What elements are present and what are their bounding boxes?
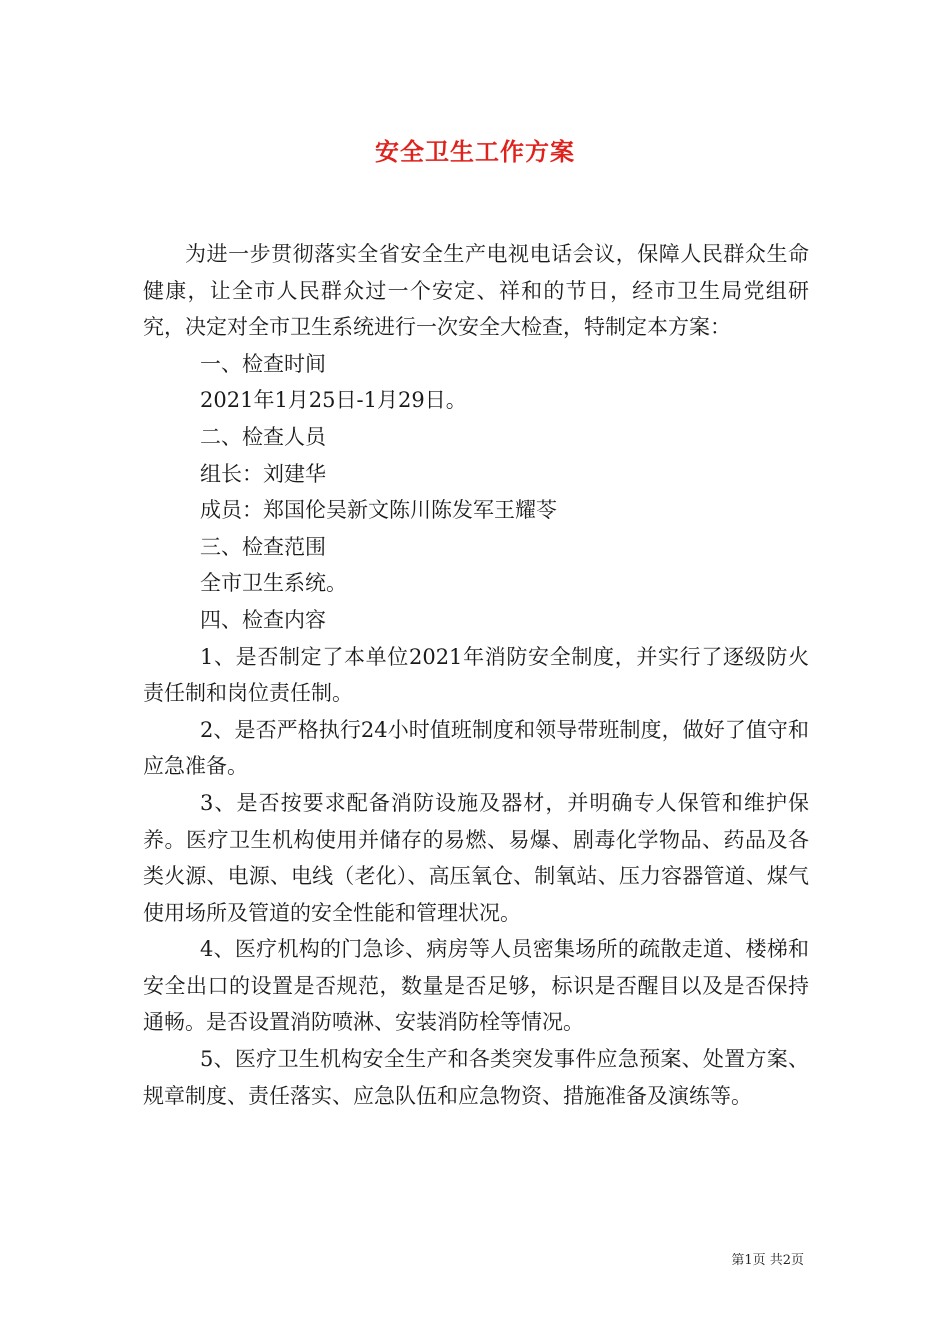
section-heading-personnel: 二、检查人员: [200, 424, 326, 449]
section-heading-content: 四、检查内容: [200, 607, 326, 632]
page-number: 第1页 共2页: [731, 1253, 804, 1268]
document-body: [143, 236, 809, 1114]
content-item-1: 1、是否制定了本单位2021年消防安全制度，并实行了逐级防火责任制和岗位责任制。: [143, 644, 809, 706]
content-item-5: 5、医疗卫生机构安全生产和各类突发事件应急预案、处置方案、规章制度、责任落实、应急队伍和应急物资、措施准备及演练等。: [143, 1047, 809, 1108]
inspection-scope-text: 全市卫生系统。: [200, 571, 347, 596]
content-item-3: 3、是否按要求配备消防设施及器材，并明确专人保管和维护保养。医疗卫生机构使用并储存的易燃、易爆、剧毒化学物品、药品及各类火源、电源、电线（老化）、高压氧仓、制氧站、压力容器管道、煤气使用场所及管道的安全性能和管理状况。: [143, 790, 809, 925]
inspection-time-text: 2021年1月25日-1月29日。: [200, 388, 467, 413]
intro-paragraph: 为进一步贯彻落实全省安全生产电视电话会议，保障人民群众生命健康，让全市人民群众过一个安定、祥和的节日，经市卫生局党组研究，决定对全市卫生系统进行一次安全大检查，特制定本方案：: [143, 242, 809, 340]
section-heading-scope: 三、检查范围: [200, 534, 326, 559]
content-item-2: 2、是否严格执行24小时值班制度和领导带班制度，做好了值守和应急准备。: [143, 717, 809, 779]
section-heading-time: 一、检查时间: [200, 351, 326, 376]
team-leader-text: 组长：刘建华: [200, 461, 326, 486]
team-members-text: 成员：郑国伦吴新文陈川陈发军王耀苓: [200, 498, 557, 523]
document-title: 安全卫生工作方案: [375, 137, 575, 166]
content-item-4: 4、医疗机构的门急诊、病房等人员密集场所的疏散走道、楼梯和安全出口的设置是否规范，数量是否足够，标识是否醒目以及是否保持通畅。是否设置消防喷淋、安装消防栓等情况。: [143, 937, 809, 1035]
